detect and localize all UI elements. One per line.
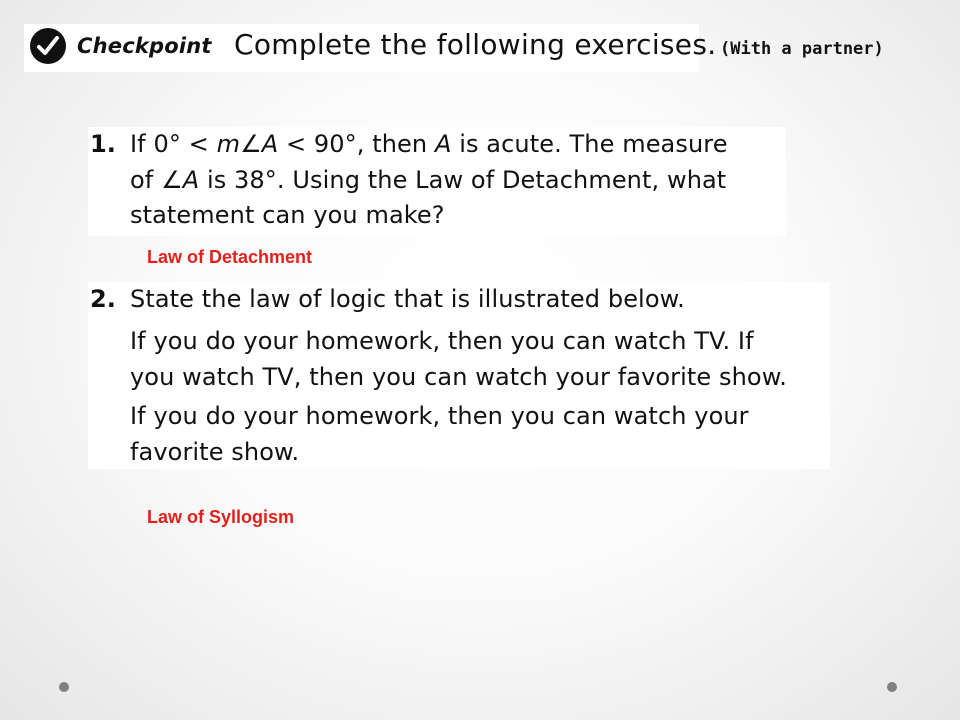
exercise-2-box (88, 282, 830, 469)
slide-dot-left (59, 682, 69, 692)
angle-symbol: ∠ (161, 166, 183, 194)
exercise-2-line-3: you watch TV, then you can watch your favorite show. (130, 363, 787, 391)
exercise-1-line-3: statement can you make? (130, 201, 445, 229)
checkpoint-label: Checkpoint (77, 34, 212, 58)
exercise-2-line-4: If you do your homework, then you can watch your (130, 402, 749, 430)
answer-1: Law of Detachment (147, 247, 313, 267)
exercise-2-line-5: favorite show. (130, 438, 300, 466)
exercise-2-number: 2. (90, 285, 116, 313)
banner-title: Complete the following exercises. (234, 28, 717, 61)
exercise-1-number: 1. (90, 130, 116, 158)
exercise-1-box (88, 127, 786, 236)
exercise-1-line-2: of ∠A is 38°. Using the Law of Detachment, what (130, 166, 727, 194)
answer-2: Law of Syllogism (147, 507, 295, 527)
slide-dot-right (887, 682, 897, 692)
exercise-2-line-1: State the law of logic that is illustrated below. (130, 285, 685, 313)
angle-symbol: ∠ (240, 130, 262, 158)
checkmark-icon (30, 28, 66, 64)
exercise-2-line-2: If you do your homework, then you can watch TV. If (130, 327, 754, 355)
partner-note: (With a partner) (720, 39, 884, 59)
exercise-1-line-1: If 0° < m∠A < 90°, then A is acute. The measure (130, 130, 728, 158)
